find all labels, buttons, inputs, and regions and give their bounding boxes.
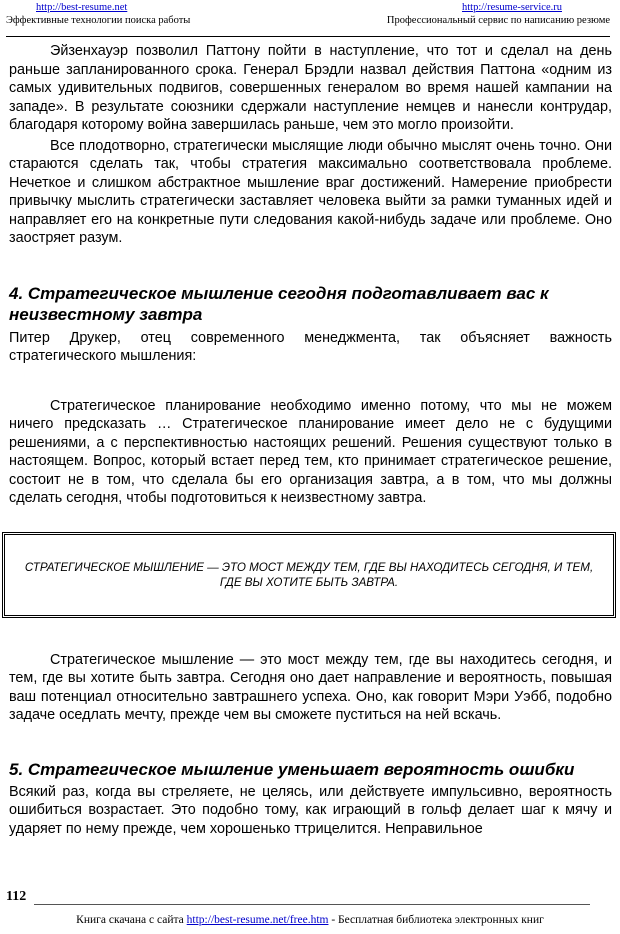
header-right-link[interactable]: http://resume-service.ru bbox=[461, 2, 562, 13]
header-right-text: Профессиональный сервис по написанию резюме bbox=[386, 15, 610, 26]
footer-prefix: Книга скачана с сайта bbox=[76, 914, 187, 926]
quote-box bbox=[2, 532, 616, 618]
footer-link[interactable]: http://best-resume.net/free.htm bbox=[186, 914, 329, 926]
header-left-link[interactable]: http://best-resume.net bbox=[36, 2, 128, 13]
page-content bbox=[9, 42, 612, 838]
paragraph-2: Все плодотворно, стратегически мыслящие люди обычно мыслят очень точно. Они стараются сделать так, чтобы стратегия максимально соответствовала проблеме. Нечеткое и слишком абстрактное мышление враг достижений. Намерение приобрести привычку мыслить стратегически заставляет человека выйти за рамки туманных идей и направляет его на конкретные пути следования какой-нибудь задаче или проблеме. Оно заостряет разум. bbox=[9, 137, 612, 246]
heading-4: 4. Стратегическое мышление сегодня подготавливает вас к неизвестному завтра bbox=[9, 283, 549, 324]
page-header bbox=[6, 2, 610, 37]
paragraph-1: Эйзенхауэр позволил Паттону пойти в наступление, что тот и сделал на день раньше запланированного срока. Генерал Брэдли назвал действия Паттона «одним из самых удивительных подвигов, совершенных генералом во время нашей кампании на западе». В результате союзники сдержали наступление немцев и нанесли контрудар, благодаря которому война завершилась раньше, чем это могло произойти. bbox=[9, 43, 612, 133]
page-number: 112 bbox=[6, 889, 27, 904]
header-left-text: Эффективные технологии поиска работы bbox=[6, 15, 191, 26]
quote-text: СТРАТЕГИЧЕСКОЕ МЫШЛЕНИЕ — ЭТО МОСТ МЕЖДУ ТЕМ, ГДЕ ВЫ НАХОДИТЕСЬ СЕГОДНЯ, И ТЕМ, ГДЕ ВЫ ХОТИТЕ БЫТЬ ЗАВТРА. bbox=[24, 560, 594, 589]
paragraph-3: Питер Друкер, отец современного менеджмента, так объясняет важность стратегического мышления: bbox=[9, 329, 612, 364]
heading-5: 5. Стратегическое мышление уменьшает вероятность ошибки bbox=[9, 759, 575, 779]
page-footer bbox=[0, 914, 620, 926]
paragraph-6: Всякий раз, когда вы стреляете, не целясь, или действуете импульсивно, вероятность ошибиться возрастает. Это подобно тому, как играющий в гольф делает шаг к мячу и ударяет по нему прежде, чем хорошенько ттрицелится. Неправильное bbox=[9, 783, 612, 837]
paragraph-5: Стратегическое мышление — это мост между тем, где вы находитесь сегодня, и тем, где вы хотите быть завтра. Сегодня оно дает направление и вероятность, повышая ваш потенциал относительно завтрашнего успеха. Оно, как говорит Мэри Уэбб, подобно задаче оседлать мечту, прежде чем вы сможете пуститься на ней вскачь. bbox=[9, 651, 612, 723]
paragraph-4: Стратегическое планирование необходимо именно потому, что мы не можем ничего предсказать … Стратегическое планирование имеет дело не с будущими решениями, а с перспективностью настоящих решений. Решения существуют только в настоящем. Вопрос, который встает перед тем, кто принимает стратегическое решение, состоит не в том, что сделала бы его организация завтра, а в том, что мы должны сделать сегодня, чтобы подготовиться к неизвестному завтра. bbox=[9, 397, 612, 506]
footer-divider bbox=[34, 904, 590, 905]
footer-suffix: - Бесплатная библиотека электронных книг bbox=[328, 914, 544, 926]
